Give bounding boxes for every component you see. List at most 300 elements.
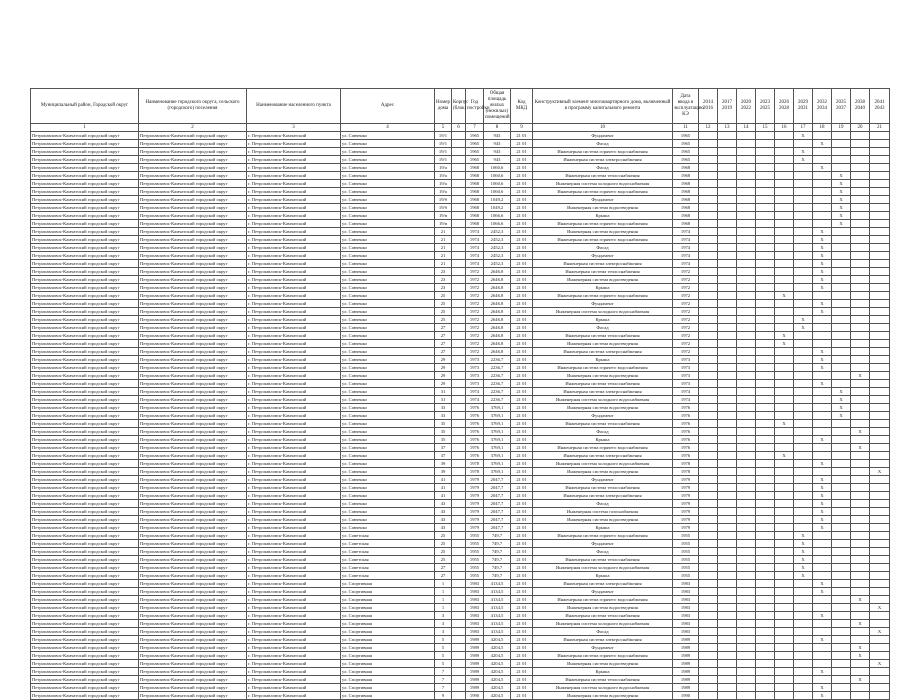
area-cell: 749,7 bbox=[484, 548, 511, 556]
table-row bbox=[31, 644, 890, 652]
year-built-cell: 1983 bbox=[466, 596, 484, 604]
address-cell: ул. Спортивная bbox=[341, 676, 435, 684]
block-cell bbox=[452, 268, 466, 276]
period-cell bbox=[699, 676, 718, 684]
period-cell bbox=[718, 556, 737, 564]
column-number: 3 bbox=[247, 124, 341, 132]
municipality-cell: Петропавловск-Камчатский городской округ bbox=[31, 324, 139, 332]
period-cell bbox=[737, 652, 756, 660]
period-mark: X bbox=[813, 164, 832, 172]
period-cell bbox=[756, 180, 775, 188]
element-cell: Инженерная система электроснабжения bbox=[533, 260, 673, 268]
period-cell bbox=[851, 300, 870, 308]
year-built-cell: 1973 bbox=[466, 356, 484, 364]
locality-cell: г. Петропавловск-Камчатский bbox=[247, 628, 341, 636]
period-cell bbox=[813, 204, 832, 212]
period-cell bbox=[775, 220, 794, 228]
block-cell bbox=[452, 372, 466, 380]
period-cell bbox=[775, 540, 794, 548]
period-mark: X bbox=[851, 652, 870, 660]
period-cell bbox=[737, 188, 756, 196]
block-cell bbox=[452, 684, 466, 692]
commission-date-cell: 1989 bbox=[673, 652, 699, 660]
period-cell bbox=[851, 220, 870, 228]
house-number-cell: 21 bbox=[435, 252, 452, 260]
element-cell: Крыша bbox=[533, 356, 673, 364]
period-cell bbox=[775, 612, 794, 620]
period-cell bbox=[718, 428, 737, 436]
year-built-cell: 1989 bbox=[466, 644, 484, 652]
table-row bbox=[31, 428, 890, 436]
period-cell bbox=[718, 348, 737, 356]
period-cell bbox=[775, 468, 794, 476]
period-cell bbox=[718, 412, 737, 420]
period-cell bbox=[794, 260, 813, 268]
period-cell bbox=[870, 588, 890, 596]
table-row bbox=[31, 276, 890, 284]
period-cell bbox=[737, 228, 756, 236]
period-cell bbox=[737, 612, 756, 620]
period-cell bbox=[832, 364, 851, 372]
period-cell bbox=[870, 140, 890, 148]
period-mark: X bbox=[775, 332, 794, 340]
period-cell bbox=[699, 132, 718, 140]
house-number-cell: 43 bbox=[435, 516, 452, 524]
period-mark: X bbox=[832, 180, 851, 188]
period-cell bbox=[775, 164, 794, 172]
area-cell: 2646,8 bbox=[484, 268, 511, 276]
period-cell bbox=[718, 404, 737, 412]
area-cell: 2646,8 bbox=[484, 332, 511, 340]
code-cell: 21 01 bbox=[511, 364, 533, 372]
commission-date-cell: 1979 bbox=[673, 524, 699, 532]
settlement-cell: Петропавловск-Камчатский городской округ bbox=[139, 420, 247, 428]
area-cell: 2452,3 bbox=[484, 260, 511, 268]
municipality-cell: Петропавловск-Камчатский городской округ bbox=[31, 668, 139, 676]
table-row bbox=[31, 308, 890, 316]
period-mark: X bbox=[794, 556, 813, 564]
period-cell bbox=[737, 668, 756, 676]
code-cell: 21 01 bbox=[511, 588, 533, 596]
house-number-cell: 5 bbox=[435, 636, 452, 644]
period-cell bbox=[718, 292, 737, 300]
table-row bbox=[31, 692, 890, 700]
period-cell bbox=[756, 228, 775, 236]
column-number: 18 bbox=[813, 124, 832, 132]
period-cell bbox=[851, 276, 870, 284]
address-cell: ул. Советская bbox=[341, 548, 435, 556]
period-cell bbox=[699, 252, 718, 260]
year-built-cell: 1955 bbox=[466, 556, 484, 564]
address-cell: ул. Советская bbox=[341, 556, 435, 564]
commission-date-cell: 1955 bbox=[673, 556, 699, 564]
municipality-cell: Петропавловск-Камчатский городской округ bbox=[31, 684, 139, 692]
house-number-cell: 23 bbox=[435, 268, 452, 276]
block-cell bbox=[452, 428, 466, 436]
period-mark: X bbox=[832, 404, 851, 412]
municipality-cell: Петропавловск-Камчатский городской округ bbox=[31, 252, 139, 260]
period-cell bbox=[813, 652, 832, 660]
period-cell bbox=[832, 260, 851, 268]
year-built-cell: 1955 bbox=[466, 548, 484, 556]
code-cell: 21 01 bbox=[511, 676, 533, 684]
header-period: 2023 2025 bbox=[756, 89, 775, 124]
address-cell: ул. Савченко bbox=[341, 148, 435, 156]
period-cell bbox=[870, 316, 890, 324]
period-mark: X bbox=[775, 340, 794, 348]
period-cell bbox=[699, 460, 718, 468]
period-cell bbox=[794, 692, 813, 700]
code-cell: 21 01 bbox=[511, 596, 533, 604]
period-cell bbox=[756, 252, 775, 260]
period-cell bbox=[718, 540, 737, 548]
element-cell: Инженерная система водоотведения bbox=[533, 340, 673, 348]
table-row bbox=[31, 348, 890, 356]
period-cell bbox=[813, 676, 832, 684]
period-cell bbox=[718, 500, 737, 508]
code-cell: 21 01 bbox=[511, 636, 533, 644]
period-cell bbox=[775, 444, 794, 452]
header-code: Код МКД bbox=[511, 89, 533, 124]
period-cell bbox=[794, 268, 813, 276]
period-cell bbox=[699, 452, 718, 460]
element-cell: Инженерная система теплоснабжения bbox=[533, 612, 673, 620]
period-cell bbox=[813, 340, 832, 348]
period-mark: X bbox=[794, 156, 813, 164]
element-cell: Инженерная система водоотведения bbox=[533, 692, 673, 700]
area-cell: 2236,7 bbox=[484, 396, 511, 404]
period-cell bbox=[756, 612, 775, 620]
period-cell bbox=[832, 460, 851, 468]
period-cell bbox=[870, 428, 890, 436]
block-cell bbox=[452, 564, 466, 572]
period-mark: X bbox=[851, 644, 870, 652]
element-cell: Инженерная система водоотведения bbox=[533, 468, 673, 476]
block-cell bbox=[452, 588, 466, 596]
period-cell bbox=[870, 676, 890, 684]
element-cell: Инженерная система горячего водоснабжения bbox=[533, 188, 673, 196]
period-cell bbox=[832, 516, 851, 524]
period-cell bbox=[699, 652, 718, 660]
period-cell bbox=[718, 548, 737, 556]
period-cell bbox=[870, 692, 890, 700]
period-cell bbox=[832, 692, 851, 700]
period-cell bbox=[699, 476, 718, 484]
period-cell bbox=[870, 500, 890, 508]
table-row bbox=[31, 364, 890, 372]
column-number: 6 bbox=[452, 124, 466, 132]
element-cell: Инженерная система теплоснабжения bbox=[533, 420, 673, 428]
commission-date-cell: 1976 bbox=[673, 452, 699, 460]
address-cell: ул. Савченко bbox=[341, 236, 435, 244]
address-cell: ул. Савченко bbox=[341, 516, 435, 524]
period-cell bbox=[775, 636, 794, 644]
element-cell: Инженерная система электроснабжения bbox=[533, 156, 673, 164]
period-cell bbox=[699, 380, 718, 388]
period-cell bbox=[870, 196, 890, 204]
municipality-cell: Петропавловск-Камчатский городской округ bbox=[31, 588, 139, 596]
municipality-cell: Петропавловск-Камчатский городской округ bbox=[31, 484, 139, 492]
element-cell: Крыша bbox=[533, 524, 673, 532]
period-cell bbox=[813, 156, 832, 164]
settlement-cell: Петропавловск-Камчатский городской округ bbox=[139, 356, 247, 364]
period-cell bbox=[870, 380, 890, 388]
code-cell: 21 01 bbox=[511, 396, 533, 404]
locality-cell: г. Петропавловск-Камчатский bbox=[247, 444, 341, 452]
commission-date-cell: 1983 bbox=[673, 612, 699, 620]
period-cell bbox=[832, 588, 851, 596]
locality-cell: г. Петропавловск-Камчатский bbox=[247, 372, 341, 380]
element-cell: Инженерная система газоснабжения bbox=[533, 508, 673, 516]
locality-cell: г. Петропавловск-Камчатский bbox=[247, 140, 341, 148]
table-row bbox=[31, 244, 890, 252]
period-cell bbox=[737, 500, 756, 508]
code-cell: 21 01 bbox=[511, 476, 533, 484]
table-row bbox=[31, 636, 890, 644]
area-cell: 4134,5 bbox=[484, 604, 511, 612]
house-number-cell: 1 bbox=[435, 580, 452, 588]
element-cell: Фундамент bbox=[533, 252, 673, 260]
settlement-cell: Петропавловск-Камчатский городской округ bbox=[139, 404, 247, 412]
period-cell bbox=[851, 332, 870, 340]
period-mark: X bbox=[832, 196, 851, 204]
period-mark: X bbox=[813, 684, 832, 692]
code-cell: 21 01 bbox=[511, 244, 533, 252]
period-cell bbox=[794, 204, 813, 212]
period-cell bbox=[851, 316, 870, 324]
address-cell: ул. Савченко bbox=[341, 276, 435, 284]
settlement-cell: Петропавловск-Камчатский городской округ bbox=[139, 460, 247, 468]
period-cell bbox=[718, 332, 737, 340]
period-cell bbox=[870, 532, 890, 540]
period-cell bbox=[870, 204, 890, 212]
period-cell bbox=[718, 172, 737, 180]
period-mark: X bbox=[813, 380, 832, 388]
period-cell bbox=[870, 396, 890, 404]
period-cell bbox=[737, 260, 756, 268]
table-row bbox=[31, 332, 890, 340]
period-cell bbox=[870, 332, 890, 340]
period-cell bbox=[718, 668, 737, 676]
municipality-cell: Петропавловск-Камчатский городской округ bbox=[31, 260, 139, 268]
column-number: 5 bbox=[435, 124, 452, 132]
period-cell bbox=[813, 620, 832, 628]
element-cell: Инженерная система холодного водоснабжения bbox=[533, 396, 673, 404]
year-built-cell: 1965 bbox=[466, 132, 484, 140]
period-cell bbox=[832, 652, 851, 660]
period-cell bbox=[756, 444, 775, 452]
period-cell bbox=[775, 580, 794, 588]
period-cell bbox=[832, 276, 851, 284]
year-built-cell: 1972 bbox=[466, 268, 484, 276]
period-cell bbox=[832, 164, 851, 172]
settlement-cell: Петропавловск-Камчатский городской округ bbox=[139, 292, 247, 300]
address-cell: ул. Савченко bbox=[341, 324, 435, 332]
locality-cell: г. Петропавловск-Камчатский bbox=[247, 556, 341, 564]
address-cell: ул. Спортивная bbox=[341, 652, 435, 660]
period-cell bbox=[756, 644, 775, 652]
address-cell: ул. Савченко bbox=[341, 260, 435, 268]
table-row bbox=[31, 588, 890, 596]
period-cell bbox=[737, 620, 756, 628]
block-cell bbox=[452, 636, 466, 644]
period-cell bbox=[775, 484, 794, 492]
element-cell: Инженерная система водоотведения bbox=[533, 228, 673, 236]
year-built-cell: 1989 bbox=[466, 676, 484, 684]
period-cell bbox=[737, 484, 756, 492]
address-cell: ул. Савченко bbox=[341, 132, 435, 140]
code-cell: 21 01 bbox=[511, 556, 533, 564]
period-cell bbox=[737, 220, 756, 228]
period-cell bbox=[699, 324, 718, 332]
period-cell bbox=[756, 628, 775, 636]
period-cell bbox=[851, 140, 870, 148]
commission-date-cell: 1989 bbox=[673, 668, 699, 676]
period-cell bbox=[832, 452, 851, 460]
period-cell bbox=[813, 212, 832, 220]
period-cell bbox=[775, 660, 794, 668]
house-number-cell: 1 bbox=[435, 604, 452, 612]
address-cell: ул. Савченко bbox=[341, 212, 435, 220]
period-cell bbox=[699, 604, 718, 612]
period-cell bbox=[851, 172, 870, 180]
code-cell: 21 01 bbox=[511, 236, 533, 244]
period-cell bbox=[699, 372, 718, 380]
area-cell: 749,7 bbox=[484, 540, 511, 548]
period-cell bbox=[699, 268, 718, 276]
municipality-cell: Петропавловск-Камчатский городской округ bbox=[31, 156, 139, 164]
period-cell bbox=[794, 292, 813, 300]
period-cell bbox=[756, 348, 775, 356]
municipality-cell: Петропавловск-Камчатский городской округ bbox=[31, 476, 139, 484]
period-cell bbox=[756, 572, 775, 580]
commission-date-cell: 1968 bbox=[673, 188, 699, 196]
area-cell: 1049,2 bbox=[484, 204, 511, 212]
period-mark: X bbox=[851, 596, 870, 604]
header-municipality: Муниципальный район, Городской округ bbox=[31, 89, 139, 124]
period-cell bbox=[794, 612, 813, 620]
period-cell bbox=[775, 356, 794, 364]
period-cell bbox=[832, 492, 851, 500]
address-cell: ул. Спортивная bbox=[341, 684, 435, 692]
locality-cell: г. Петропавловск-Камчатский bbox=[247, 308, 341, 316]
code-cell: 21 01 bbox=[511, 372, 533, 380]
settlement-cell: Петропавловск-Камчатский городской округ bbox=[139, 684, 247, 692]
period-cell bbox=[756, 412, 775, 420]
period-cell bbox=[756, 580, 775, 588]
column-number-row bbox=[31, 124, 890, 132]
element-cell: Инженерная система холодного водоснабжения bbox=[533, 180, 673, 188]
period-cell bbox=[718, 204, 737, 212]
area-cell: 4134,5 bbox=[484, 596, 511, 604]
municipality-cell: Петропавловск-Камчатский городской округ bbox=[31, 284, 139, 292]
locality-cell: г. Петропавловск-Камчатский bbox=[247, 436, 341, 444]
code-cell: 21 01 bbox=[511, 452, 533, 460]
block-cell bbox=[452, 628, 466, 636]
period-cell bbox=[851, 500, 870, 508]
commission-date-cell: 1989 bbox=[673, 636, 699, 644]
settlement-cell: Петропавловск-Камчатский городской округ bbox=[139, 140, 247, 148]
period-cell bbox=[794, 676, 813, 684]
period-cell bbox=[756, 324, 775, 332]
period-cell bbox=[718, 636, 737, 644]
period-cell bbox=[718, 492, 737, 500]
area-cell: 4204,5 bbox=[484, 668, 511, 676]
period-cell bbox=[870, 292, 890, 300]
house-number-cell: 19/а bbox=[435, 188, 452, 196]
locality-cell: г. Петропавловск-Камчатский bbox=[247, 180, 341, 188]
period-cell bbox=[737, 308, 756, 316]
year-built-cell: 1983 bbox=[466, 612, 484, 620]
commission-date-cell: 1976 bbox=[673, 404, 699, 412]
settlement-cell: Петропавловск-Камчатский городской округ bbox=[139, 268, 247, 276]
settlement-cell: Петропавловск-Камчатский городской округ bbox=[139, 340, 247, 348]
municipality-cell: Петропавловск-Камчатский городской округ bbox=[31, 188, 139, 196]
element-cell: Крыша bbox=[533, 212, 673, 220]
period-cell bbox=[737, 492, 756, 500]
settlement-cell: Петропавловск-Камчатский городской округ bbox=[139, 492, 247, 500]
settlement-cell: Петропавловск-Камчатский городской округ bbox=[139, 212, 247, 220]
period-cell bbox=[737, 628, 756, 636]
house-number-cell: 19/1 bbox=[435, 140, 452, 148]
year-built-cell: 1983 bbox=[466, 628, 484, 636]
period-cell bbox=[737, 372, 756, 380]
area-cell: 4204,5 bbox=[484, 684, 511, 692]
period-cell bbox=[699, 172, 718, 180]
house-number-cell: 43 bbox=[435, 500, 452, 508]
table-row bbox=[31, 412, 890, 420]
table-row bbox=[31, 284, 890, 292]
period-mark: X bbox=[794, 540, 813, 548]
period-cell bbox=[794, 244, 813, 252]
period-cell bbox=[870, 348, 890, 356]
block-cell bbox=[452, 204, 466, 212]
house-number-cell: 21 bbox=[435, 260, 452, 268]
period-cell bbox=[870, 620, 890, 628]
period-cell bbox=[775, 596, 794, 604]
period-cell bbox=[756, 588, 775, 596]
period-cell bbox=[832, 636, 851, 644]
period-cell bbox=[737, 684, 756, 692]
period-cell bbox=[832, 564, 851, 572]
area-cell: 749,7 bbox=[484, 572, 511, 580]
municipality-cell: Петропавловск-Камчатский городской округ bbox=[31, 428, 139, 436]
period-cell bbox=[794, 332, 813, 340]
locality-cell: г. Петропавловск-Камчатский bbox=[247, 564, 341, 572]
period-cell bbox=[832, 356, 851, 364]
code-cell: 21 01 bbox=[511, 420, 533, 428]
table-row bbox=[31, 356, 890, 364]
settlement-cell: Петропавловск-Камчатский городской округ bbox=[139, 644, 247, 652]
commission-date-cell: 1983 bbox=[673, 580, 699, 588]
period-cell bbox=[813, 444, 832, 452]
header-settlement: Наименование городского округа, сельского (городского) поселения bbox=[139, 89, 247, 124]
locality-cell: г. Петропавловск-Камчатский bbox=[247, 644, 341, 652]
element-cell: Фундамент bbox=[533, 412, 673, 420]
locality-cell: г. Петропавловск-Камчатский bbox=[247, 260, 341, 268]
locality-cell: г. Петропавловск-Камчатский bbox=[247, 532, 341, 540]
settlement-cell: Петропавловск-Камчатский городской округ bbox=[139, 388, 247, 396]
period-cell bbox=[870, 268, 890, 276]
municipality-cell: Петропавловск-Камчатский городской округ bbox=[31, 540, 139, 548]
address-cell: ул. Савченко bbox=[341, 204, 435, 212]
period-cell bbox=[775, 548, 794, 556]
period-cell bbox=[756, 532, 775, 540]
area-cell: 4204,5 bbox=[484, 676, 511, 684]
year-built-cell: 1979 bbox=[466, 476, 484, 484]
house-number-cell: 7 bbox=[435, 676, 452, 684]
element-cell: Инженерная система теплоснабжения bbox=[533, 676, 673, 684]
